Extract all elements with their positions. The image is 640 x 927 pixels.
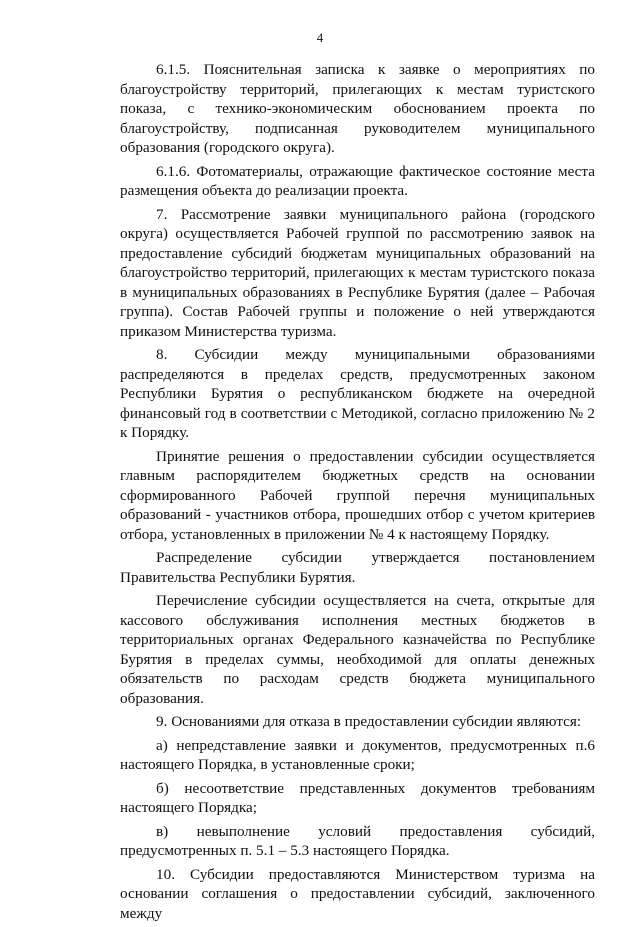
paragraph-distribution: Распределение субсидии утверждается постановлением Правительства Республики Бурятия.	[120, 549, 595, 586]
page-number: 4	[316, 30, 324, 45]
paragraph-10: 10. Субсидии предоставляются Министерством туризма на основании соглашения о предоставлении субсидий, заключенного между	[120, 865, 595, 922]
paragraph-transfer: Перечисление субсидии осуществляется на счета, открытые для кассового обслуживания исполнения местных бюджетов в территориальных органах Федерального казначейства по Республике Бурятия в пределах суммы, необходимой для оплаты денежных обязательств по расходам средств бюджета муниципального образования.	[120, 592, 595, 707]
paragraph-6-1-6: 6.1.6. Фотоматериалы, отражающие фактическое состояние места размещения объекта до реализации проекта.	[120, 162, 595, 199]
paragraph-8: 8. Субсидии между муниципальными образованиями распределяются в пределах средств, предусмотренных законом Республики Бурятия о республиканском бюджете на очередной финансовый год в соответствии с Методикой, согласно приложению № 2 к Порядку.	[120, 346, 595, 441]
paragraph-9-a: а) непредставление заявки и документов, предусмотренных п.6 настоящего Порядка, в установленные сроки;	[120, 736, 595, 773]
paragraph-9: 9. Основаниями для отказа в предоставлении субсидии являются:	[156, 713, 582, 730]
paragraph-6-1-5: 6.1.5. Пояснительная записка к заявке о мероприятиях по благоустройству территорий, прилегающих к местам туристского показа, с технико-экономическим обоснованием проекта по благоустройству, подписанная руководителем муниципального образования (городского округа).	[120, 61, 595, 156]
paragraph-9-v: в) невыполнение условий предоставления субсидий, предусмотренных п. 5.1 – 5.3 настоящего Порядка.	[120, 822, 595, 859]
paragraph-decision: Принятие решения о предоставлении субсидии осуществляется главным распорядителем бюджетных средств на основании сформированного Рабочей группой перечня муниципальных образований - участников отбора, прошедших отбор с учетом критериев отбора, установленных в приложении № 4 к настоящему Порядку.	[120, 447, 595, 543]
paragraph-7: 7. Рассмотрение заявки муниципального района (городского округа) осуществляется Рабочей группой по рассмотрению заявок на предоставление субсидий бюджетам муниципальных образований на благоустройство территорий, прилегающих к местам туристского показа в муниципальных образованиях в Республике Бурятия (далее – Рабочая группа). Состав Рабочей группы и положение о ней утверждаются приказом Министерства туризма.	[120, 205, 595, 340]
document-body	[120, 60, 595, 927]
paragraph-9-b: б) несоответствие представленных документов требованиям настоящего Порядка;	[120, 779, 595, 816]
